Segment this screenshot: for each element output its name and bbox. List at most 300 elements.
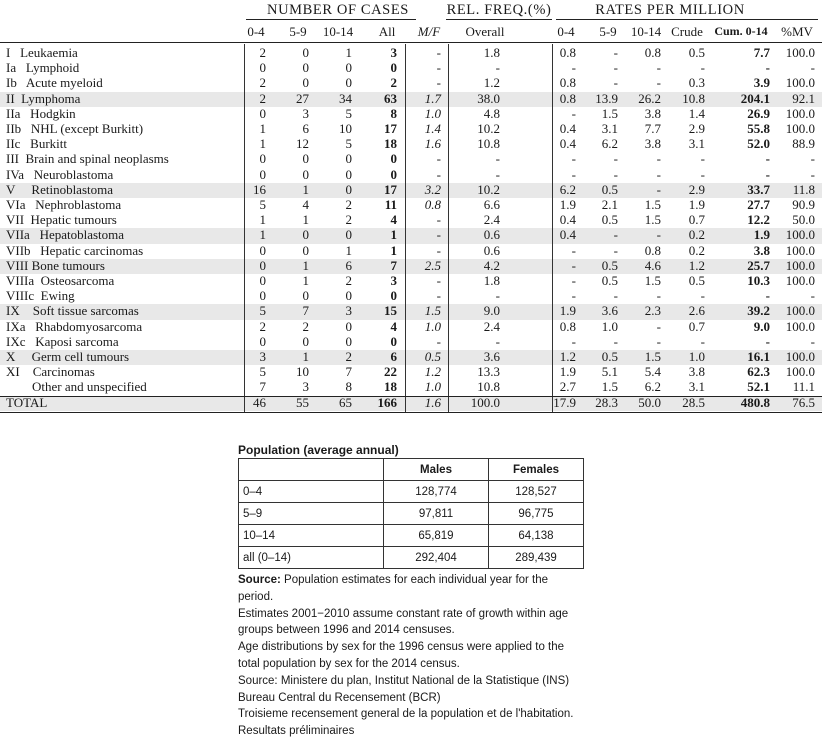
- row-value: 1: [390, 227, 397, 243]
- row-value: 92.1: [792, 90, 815, 106]
- row-value: 8: [345, 379, 352, 395]
- row-value: 0.8: [424, 197, 441, 212]
- row-value: -: [436, 273, 441, 288]
- row-value: 0.5: [424, 349, 441, 364]
- table-row: [0, 197, 822, 213]
- population-females: 96,775: [489, 503, 584, 525]
- row-value: 3.6: [601, 303, 618, 319]
- row-value: 2.3: [644, 303, 661, 319]
- row-value: 7.7: [644, 121, 661, 136]
- row-value: 0: [302, 288, 309, 304]
- row-value: 10.8: [477, 136, 500, 152]
- row-value: 2.4: [483, 212, 500, 228]
- row-value: 0: [302, 242, 309, 258]
- row-label: VIIIa Osteosarcoma: [6, 273, 115, 288]
- row-value: 26.2: [638, 90, 661, 106]
- row-value: 26.9: [747, 105, 770, 121]
- row-value: 5: [259, 197, 266, 212]
- row-value: 34: [339, 90, 352, 106]
- row-value: 100.0: [785, 273, 815, 288]
- note-source-label: Source:: [238, 574, 281, 586]
- column-divider: [244, 44, 245, 412]
- table-row: [0, 258, 822, 274]
- column-header: 0-4: [247, 24, 265, 39]
- row-value: 6.2: [559, 181, 576, 197]
- row-value: 5: [259, 364, 266, 380]
- row-value: 0: [302, 60, 309, 76]
- row-value: 0: [259, 257, 266, 273]
- bottom-rule: [0, 412, 822, 413]
- row-value: 10.8: [477, 379, 500, 395]
- population-age-group: all (0–14): [239, 547, 384, 569]
- row-value: 1.2: [559, 349, 576, 364]
- row-value: 6: [302, 121, 309, 136]
- row-value: 1.5: [644, 349, 661, 364]
- population-header-blank: [239, 459, 384, 481]
- row-value: 1: [302, 257, 309, 273]
- row-value: 3.1: [688, 379, 705, 395]
- row-value: 5: [345, 136, 352, 152]
- row-value: 0.4: [559, 136, 576, 152]
- row-value: 0.8: [559, 318, 576, 334]
- row-value: -: [571, 105, 576, 121]
- population-males: 128,774: [384, 481, 489, 503]
- row-value: 3: [302, 105, 309, 121]
- row-value: 0.8: [559, 90, 576, 106]
- row-label: XI Carcinomas: [6, 364, 95, 380]
- row-value: 1: [302, 212, 309, 228]
- row-value: 0: [259, 273, 266, 288]
- row-value: 3.8: [753, 242, 770, 258]
- row-label: Other and unspecified: [32, 379, 147, 395]
- table-row: [0, 212, 822, 228]
- row-value: -: [810, 288, 815, 304]
- row-value: 0: [345, 60, 352, 76]
- row-value: 1.7: [424, 90, 441, 106]
- column-header: All: [378, 24, 396, 39]
- row-value: 0.5: [601, 257, 618, 273]
- row-value: 10: [339, 121, 352, 136]
- row-value: 9.0: [753, 318, 770, 334]
- row-label: VIIb Hepatic carcinomas: [6, 242, 144, 258]
- table-row: [0, 349, 822, 365]
- row-value: -: [656, 318, 661, 334]
- row-value: 100.0: [785, 318, 815, 334]
- row-value: 0.7: [688, 212, 705, 228]
- row-value: 7: [259, 379, 266, 395]
- row-value: 3: [390, 45, 397, 60]
- population-age-group: 10–14: [239, 525, 384, 547]
- row-value: 1: [302, 349, 309, 364]
- row-value: 100.0: [785, 349, 815, 364]
- row-value: 1.6: [424, 136, 441, 152]
- row-value: 55: [296, 394, 309, 410]
- row-value: 50.0: [638, 394, 661, 410]
- column-header: Overall: [465, 24, 505, 39]
- row-value: 11.1: [792, 379, 815, 395]
- row-value: 0.8: [559, 75, 576, 91]
- row-value: 0: [259, 242, 266, 258]
- population-males: 65,819: [384, 525, 489, 547]
- row-value: -: [571, 151, 576, 167]
- row-value: 27: [296, 90, 309, 106]
- column-header: %MV: [781, 24, 813, 39]
- row-value: -: [656, 151, 661, 167]
- row-value: -: [571, 288, 576, 304]
- row-label: TOTAL: [6, 394, 48, 410]
- row-value: 1: [259, 121, 266, 136]
- row-value: 1.2: [424, 364, 441, 380]
- column-divider: [405, 44, 406, 412]
- row-value: 10.3: [747, 273, 770, 288]
- row-value: -: [613, 166, 618, 182]
- row-value: 5.4: [644, 364, 661, 380]
- row-value: 0.6: [483, 242, 500, 258]
- row-value: -: [613, 242, 618, 258]
- row-value: -: [700, 333, 705, 349]
- row-value: 12: [296, 136, 309, 152]
- row-value: 100.0: [785, 257, 815, 273]
- population-females: 64,138: [489, 525, 584, 547]
- row-value: -: [613, 60, 618, 76]
- row-value: 39.2: [747, 303, 770, 319]
- row-value: 0: [345, 318, 352, 334]
- row-value: 0: [345, 75, 352, 91]
- row-value: -: [700, 288, 705, 304]
- row-value: 2.5: [424, 257, 441, 273]
- row-value: 166: [377, 394, 397, 410]
- table-row: [0, 288, 822, 304]
- row-value: -: [765, 288, 770, 304]
- table-row: [0, 303, 822, 319]
- row-value: 1.5: [424, 303, 441, 319]
- row-value: 27.7: [747, 197, 770, 212]
- row-value: 2.7: [559, 379, 576, 395]
- row-value: -: [436, 151, 441, 167]
- row-value: -: [613, 288, 618, 304]
- row-value: 100.0: [785, 227, 815, 243]
- column-divider: [552, 44, 553, 412]
- row-value: 3: [259, 349, 266, 364]
- row-value: 0.7: [688, 318, 705, 334]
- row-value: 3.6: [483, 349, 500, 364]
- row-value: 3.8: [644, 105, 661, 121]
- row-value: 0: [345, 181, 352, 197]
- row-value: 17: [384, 181, 397, 197]
- row-value: 1.9: [559, 364, 576, 380]
- row-value: -: [436, 60, 441, 76]
- row-value: 1.0: [424, 318, 441, 334]
- row-value: 2.9: [688, 181, 705, 197]
- table-row: [0, 151, 822, 167]
- row-label: Ib Acute myeloid: [6, 75, 103, 91]
- row-value: -: [436, 75, 441, 91]
- row-value: 2: [345, 197, 352, 212]
- row-value: 1.2: [483, 75, 500, 91]
- group-header-row: [0, 0, 822, 20]
- row-value: 17: [384, 121, 397, 136]
- column-header-row: [0, 24, 822, 40]
- row-value: 5: [345, 105, 352, 121]
- row-value: 1: [345, 242, 352, 258]
- table-row: [0, 75, 822, 91]
- row-value: -: [810, 60, 815, 76]
- population-table: [238, 458, 584, 569]
- row-value: 6.2: [644, 379, 661, 395]
- table-row: [0, 319, 822, 335]
- row-value: 2: [259, 75, 266, 91]
- row-value: 12.2: [747, 212, 770, 228]
- row-value: 0.4: [559, 212, 576, 228]
- note-line: Age distributions by sex for the 1996 census were applied to the total population by sex for the 2014 census.: [238, 641, 565, 670]
- row-value: 4: [390, 318, 397, 334]
- row-value: 1.5: [601, 105, 618, 121]
- row-value: 0.4: [559, 121, 576, 136]
- row-value: 10: [296, 364, 309, 380]
- row-label: X Germ cell tumours: [6, 349, 130, 364]
- row-value: 1: [302, 273, 309, 288]
- row-value: 28.3: [595, 394, 618, 410]
- population-header-row: [239, 459, 584, 481]
- row-value: 1.0: [424, 379, 441, 395]
- group-header-relfreq: REL. FREQ.(%): [446, 2, 552, 18]
- row-value: 9.0: [483, 303, 500, 319]
- row-value: 0: [259, 333, 266, 349]
- table-row: [0, 334, 822, 350]
- row-value: 1.9: [559, 197, 576, 212]
- row-value: 2: [302, 318, 309, 334]
- row-value: 100.0: [785, 105, 815, 121]
- group-underline-cases: [246, 19, 416, 20]
- row-value: 6.2: [601, 136, 618, 152]
- row-value: 204.1: [740, 90, 770, 106]
- row-value: -: [436, 288, 441, 304]
- row-value: 3: [302, 379, 309, 395]
- row-value: 1.6: [424, 394, 441, 410]
- row-value: 4: [390, 212, 397, 228]
- row-value: -: [765, 333, 770, 349]
- row-value: 28.5: [682, 394, 705, 410]
- table-row: [0, 136, 822, 152]
- table-row: [0, 227, 822, 243]
- row-value: 0.8: [644, 242, 661, 258]
- row-value: 1.9: [559, 303, 576, 319]
- table-row: [0, 273, 822, 289]
- table-row: [0, 121, 822, 137]
- row-value: -: [656, 75, 661, 91]
- population-age-group: 5–9: [239, 503, 384, 525]
- row-value: 100.0: [785, 121, 815, 136]
- row-value: 2: [345, 349, 352, 364]
- row-value: 0.4: [559, 227, 576, 243]
- column-divider: [448, 44, 449, 412]
- row-value: -: [613, 333, 618, 349]
- row-value: 0.5: [601, 349, 618, 364]
- row-value: 7: [302, 303, 309, 319]
- column-header: Crude: [671, 24, 703, 39]
- row-value: 1.5: [601, 379, 618, 395]
- row-value: -: [495, 166, 500, 182]
- row-value: 5: [259, 303, 266, 319]
- row-value: -: [571, 333, 576, 349]
- row-value: 1.4: [424, 121, 441, 136]
- row-value: 25.7: [747, 257, 770, 273]
- row-value: 2.9: [688, 121, 705, 136]
- column-header: 5-9: [599, 24, 617, 39]
- row-value: 0.5: [601, 181, 618, 197]
- row-value: 0.8: [644, 45, 661, 60]
- row-value: 62.3: [747, 364, 770, 380]
- row-value: 1: [259, 227, 266, 243]
- row-value: 0: [390, 166, 397, 182]
- population-males: 97,811: [384, 503, 489, 525]
- row-value: -: [656, 227, 661, 243]
- row-value: -: [700, 60, 705, 76]
- note-source: [238, 572, 584, 606]
- row-value: 52.0: [747, 136, 770, 152]
- row-value: 0.5: [601, 273, 618, 288]
- row-value: 33.7: [747, 181, 770, 197]
- row-value: 1: [390, 242, 397, 258]
- note-source-text: Population estimates for each individual year for the period.: [238, 574, 549, 603]
- row-value: 3.9: [753, 75, 770, 91]
- row-value: -: [436, 227, 441, 243]
- row-value: 2: [259, 318, 266, 334]
- row-value: 8: [390, 105, 397, 121]
- table-row: [0, 106, 822, 122]
- row-value: 1: [345, 45, 352, 60]
- row-value: 100.0: [785, 45, 815, 60]
- row-value: 55.8: [747, 121, 770, 136]
- group-header-rates: RATES PER MILLION: [595, 2, 745, 18]
- row-value: 1.4: [688, 105, 705, 121]
- population-females: 289,439: [489, 547, 584, 569]
- row-value: -: [765, 166, 770, 182]
- row-value: 7: [390, 257, 397, 273]
- row-value: 6: [345, 257, 352, 273]
- row-value: 1.9: [753, 227, 770, 243]
- column-header: M/F: [417, 24, 441, 39]
- row-value: 0: [302, 151, 309, 167]
- row-value: 1: [259, 136, 266, 152]
- row-value: 0: [302, 166, 309, 182]
- row-value: 11: [384, 197, 397, 212]
- row-value: 13.3: [477, 364, 500, 380]
- row-value: 18: [384, 136, 397, 152]
- group-underline-relfreq: [446, 19, 552, 20]
- row-value: -: [495, 288, 500, 304]
- row-value: 0.6: [483, 227, 500, 243]
- row-value: 10.2: [477, 181, 500, 197]
- table-row: [0, 243, 822, 259]
- row-value: 4: [302, 197, 309, 212]
- population-notes: [238, 572, 584, 740]
- row-label: IX Soft tissue sarcomas: [6, 303, 139, 319]
- row-value: 5.1: [601, 364, 618, 380]
- row-label: VIIIc Ewing: [6, 288, 75, 304]
- row-value: 0: [345, 151, 352, 167]
- row-label: I Leukaemia: [6, 45, 78, 60]
- row-value: -: [765, 151, 770, 167]
- row-value: 0: [345, 288, 352, 304]
- row-value: 7: [345, 364, 352, 380]
- row-value: 1.2: [688, 257, 705, 273]
- row-label: IIb NHL (except Burkitt): [6, 121, 144, 136]
- population-row: [239, 525, 584, 547]
- row-value: 0: [259, 151, 266, 167]
- row-value: -: [810, 151, 815, 167]
- row-value: 0: [259, 166, 266, 182]
- row-value: -: [571, 60, 576, 76]
- row-value: 2: [390, 75, 397, 91]
- row-value: 6.6: [483, 197, 500, 212]
- row-value: -: [656, 166, 661, 182]
- row-value: 10.8: [682, 90, 705, 106]
- row-value: 0: [390, 333, 397, 349]
- row-value: 0: [345, 333, 352, 349]
- row-label: IXa Rhabdomyosarcoma: [6, 318, 143, 334]
- table-row: [0, 379, 822, 395]
- row-value: 0: [259, 60, 266, 76]
- row-value: 2: [345, 273, 352, 288]
- row-label: IIc Burkitt: [6, 136, 68, 152]
- row-value: -: [613, 227, 618, 243]
- row-value: 100.0: [785, 75, 815, 91]
- row-value: 0: [390, 151, 397, 167]
- population-row: [239, 503, 584, 525]
- row-value: -: [436, 242, 441, 258]
- column-header: 10-14: [322, 24, 354, 39]
- row-value: -: [613, 151, 618, 167]
- table-row: [0, 167, 822, 183]
- row-value: -: [656, 288, 661, 304]
- group-header-cases: NUMBER OF CASES: [267, 2, 409, 18]
- row-label: III Brain and spinal neoplasms: [6, 151, 169, 167]
- row-value: 16.1: [747, 349, 770, 364]
- row-value: 13.9: [595, 90, 618, 106]
- note-line: Troisieme recensement general de la population et de l'habitation. Resultats préliminaires: [238, 708, 574, 738]
- row-value: 15: [384, 303, 397, 319]
- row-label: V Retinoblastoma: [6, 181, 114, 197]
- row-value: 2: [259, 90, 266, 106]
- row-label: IVa Neuroblastoma: [6, 166, 114, 182]
- row-value: 100.0: [785, 364, 815, 380]
- row-value: 50.0: [792, 212, 815, 228]
- row-value: 0.5: [688, 273, 705, 288]
- row-value: 3: [345, 303, 352, 319]
- population-males: 292,404: [384, 547, 489, 569]
- row-value: 2: [259, 45, 266, 60]
- row-value: 16: [253, 181, 266, 197]
- row-value: 1.5: [644, 273, 661, 288]
- row-value: 480.8: [740, 394, 770, 410]
- population-header-females: Females: [489, 459, 584, 481]
- row-value: 0.2: [688, 227, 705, 243]
- table-row: [0, 364, 822, 380]
- row-value: 46: [253, 394, 266, 410]
- row-value: 3.2: [424, 181, 441, 197]
- row-value: 0: [390, 288, 397, 304]
- row-value: 3.8: [688, 364, 705, 380]
- row-value: 11.8: [792, 181, 815, 197]
- column-header: 0-4: [557, 24, 575, 39]
- row-value: -: [613, 75, 618, 91]
- row-value: 1: [302, 181, 309, 197]
- row-value: 1.5: [644, 197, 661, 212]
- population-age-group: 0–4: [239, 481, 384, 503]
- row-value: 0: [390, 60, 397, 76]
- row-value: 0: [259, 288, 266, 304]
